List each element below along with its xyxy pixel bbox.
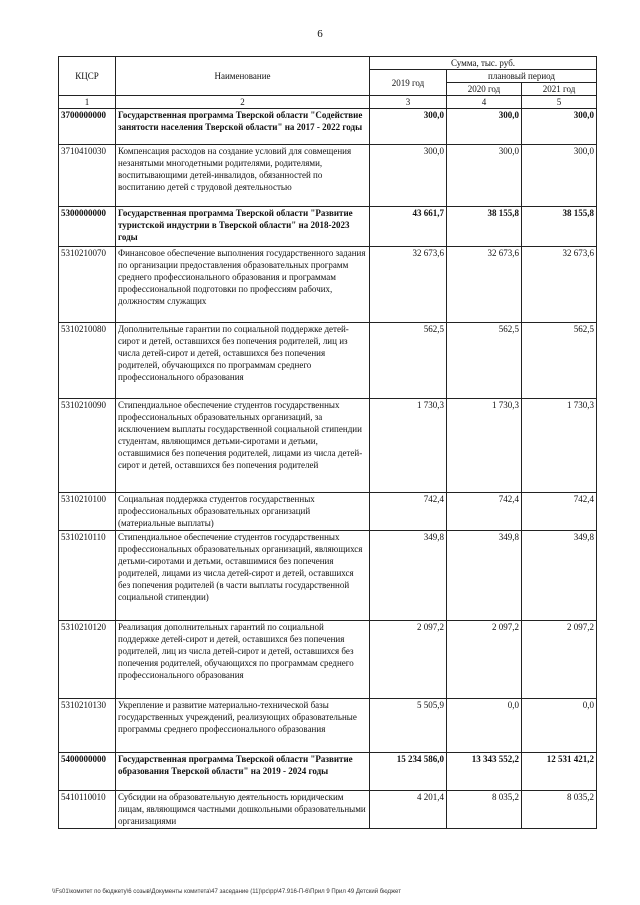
row-2021: 1 730,3 [522, 399, 597, 493]
table-row [59, 247, 597, 323]
header-name: Наименование [116, 57, 370, 96]
row-code: 5310210080 [59, 323, 116, 399]
row-2021: 349,8 [522, 531, 597, 621]
row-2019: 2 097,2 [370, 621, 447, 699]
table-row [59, 323, 597, 399]
row-2021: 38 155,8 [522, 207, 597, 247]
row-2021: 0,0 [522, 699, 597, 753]
row-name: Реализация дополнительных гарантий по социальной поддержке детей-сирот и детей, оставшихся без попечения родителей, лиц из числа детей-сирот и детей, оставшихся без попечения родителей, обучающихся по программам среднего профессионального образования [116, 621, 370, 699]
row-code: 5300000000 [59, 207, 116, 247]
file-path-footer: \\Fs01\комитет по бюджету\6 созыв\Документы комитета\47 заседание (11)\рс\рр\47.916-П-6\Прил 9 Прил 49 Детский бюджет [52, 889, 401, 895]
row-2020: 300,0 [447, 145, 522, 207]
row-2020: 38 155,8 [447, 207, 522, 247]
row-name: Компенсация расходов на создание условий для совмещения незанятыми многодетными родителями, родителями, воспитывающими детей-инвалидов, обязанностей по воспитанию детей с трудовой деятельностью [116, 145, 370, 207]
row-2019: 1 730,3 [370, 399, 447, 493]
table-row [59, 399, 597, 493]
row-2020: 2 097,2 [447, 621, 522, 699]
row-2021: 8 035,2 [522, 791, 597, 829]
row-2020: 0,0 [447, 699, 522, 753]
col-number-3: 3 [370, 96, 447, 109]
row-2019: 15 234 586,0 [370, 753, 447, 791]
row-name: Стипендиальное обеспечение студентов государственных профессиональных образовательных организаций, за исключением выплаты государственной социальной стипендии студентам, являющимся детьми-сиротами и детьми, оставшимися без попечения родителей, лицами из числа детей-сирот и детей, оставшихся без попечения родителей [116, 399, 370, 493]
row-name: Государственная программа Тверской области "Содействие занятости населения Тверской области" на 2017 - 2022 годы [116, 109, 370, 145]
row-code: 5310210100 [59, 493, 116, 531]
row-2019: 349,8 [370, 531, 447, 621]
table-row [59, 753, 597, 791]
row-2021: 742,4 [522, 493, 597, 531]
table-row [59, 531, 597, 621]
row-2020: 300,0 [447, 109, 522, 145]
row-code: 3700000000 [59, 109, 116, 145]
row-2020: 13 343 552,2 [447, 753, 522, 791]
row-code: 5410110010 [59, 791, 116, 829]
budget-table [58, 56, 597, 829]
col-number-2: 2 [116, 96, 370, 109]
row-name: Дополнительные гарантии по социальной поддержке детей-сирот и детей, оставшихся без попечения родителей, лиц из числа детей-сирот и детей, оставшихся без попечения родителей, обучающихся по программам среднего профессионального образования [116, 323, 370, 399]
page-number: 6 [317, 28, 323, 40]
row-2019: 562,5 [370, 323, 447, 399]
row-2020: 1 730,3 [447, 399, 522, 493]
header-amount: Сумма, тыс. руб. [370, 57, 597, 70]
row-2020: 32 673,6 [447, 247, 522, 323]
row-name: Финансовое обеспечение выполнения государственного задания по организации предоставления образовательных программ среднего профессионального образования и программам профессиональной подготовки по профессиям рабочих, должностям служащих [116, 247, 370, 323]
row-name: Укрепление и развитие материально-технической базы государственных учреждений, реализующих образовательные программы среднего профессионального образования [116, 699, 370, 753]
col-number-5: 5 [522, 96, 597, 109]
row-2020: 349,8 [447, 531, 522, 621]
header-year-2019: 2019 год [370, 70, 447, 96]
row-code: 3710410030 [59, 145, 116, 207]
header-year-2021: 2021 год [522, 83, 597, 96]
row-2020: 562,5 [447, 323, 522, 399]
table-row [59, 493, 597, 531]
table-row [59, 109, 597, 145]
row-2021: 12 531 421,2 [522, 753, 597, 791]
row-2020: 8 035,2 [447, 791, 522, 829]
row-2019: 300,0 [370, 109, 447, 145]
header-planned-period: плановый период [447, 70, 597, 83]
table-row [59, 699, 597, 753]
row-2021: 32 673,6 [522, 247, 597, 323]
row-2021: 300,0 [522, 109, 597, 145]
row-code: 5310210070 [59, 247, 116, 323]
row-name: Государственная программа Тверской области "Развитие образования Тверской области" на 2019 - 2024 годы [116, 753, 370, 791]
table-row [59, 145, 597, 207]
row-2019: 32 673,6 [370, 247, 447, 323]
row-2019: 742,4 [370, 493, 447, 531]
row-code: 5310210110 [59, 531, 116, 621]
row-2021: 300,0 [522, 145, 597, 207]
row-name: Субсидии на образовательную деятельность юридическим лицам, являющимся частными дошкольными образовательными организациями [116, 791, 370, 829]
row-2021: 2 097,2 [522, 621, 597, 699]
row-code: 5310210120 [59, 621, 116, 699]
row-code: 5310210090 [59, 399, 116, 493]
col-number-1: 1 [59, 96, 116, 109]
header-code: КЦСР [59, 57, 116, 96]
row-2019: 300,0 [370, 145, 447, 207]
table-row [59, 207, 597, 247]
col-number-4: 4 [447, 96, 522, 109]
row-code: 5400000000 [59, 753, 116, 791]
row-2019: 5 505,9 [370, 699, 447, 753]
table-row [59, 791, 597, 829]
row-name: Социальная поддержка студентов государственных профессиональных образовательных организаций (материальные выплаты) [116, 493, 370, 531]
row-2019: 4 201,4 [370, 791, 447, 829]
row-name: Государственная программа Тверской области "Развитие туристской индустрии в Тверской области" на 2018-2023 годы [116, 207, 370, 247]
row-2020: 742,4 [447, 493, 522, 531]
row-code: 5310210130 [59, 699, 116, 753]
row-2019: 43 661,7 [370, 207, 447, 247]
table-row [59, 621, 597, 699]
row-2021: 562,5 [522, 323, 597, 399]
row-name: Стипендиальное обеспечение студентов государственных профессиональных образовательных организаций, являющихся детьми-сиротами и детьми, оставшимися без попечения родителей, лицами из числа детей-сирот и детей, оставшихся без попечения родителей (в части выплаты государственной социальной стипендии) [116, 531, 370, 621]
header-year-2020: 2020 год [447, 83, 522, 96]
